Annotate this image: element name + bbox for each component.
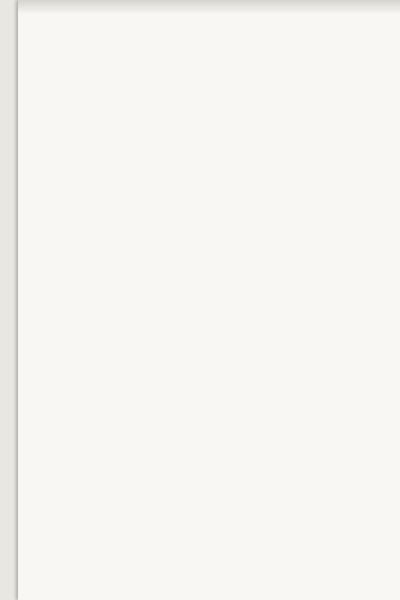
- page-top-shadow: [18, 0, 400, 14]
- document-page: [18, 0, 400, 600]
- document-body: [78, 40, 370, 70]
